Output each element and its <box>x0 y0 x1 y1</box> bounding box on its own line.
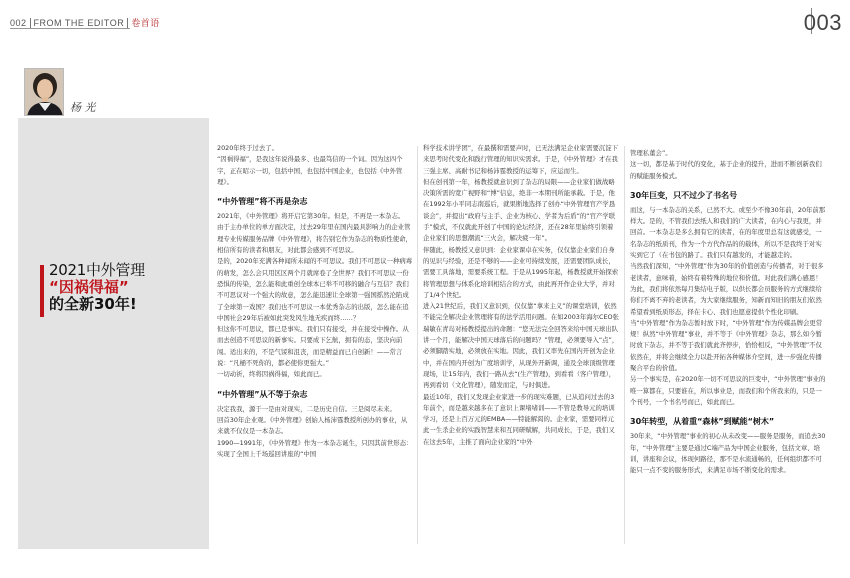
paragraph: 当“中外管理”作为杂志暂时放下时，“中外管理”作为传媒品牌会更常规！纵然“中外管理”事业，并不等于《中外管理》杂志，那么如今暂时放下杂志，并不等于我们就此齐停步，恰恰相反，“中外管理”不仅依然在，并将会继续全力以赴开拓各种媒体介空间，进一步强化传播聚合平台的价值。 <box>630 318 823 373</box>
paragraph: 决定我我，源于一是由对现实，二是历史自信。三是阅尽未来。 <box>217 404 396 413</box>
paragraph: 2020年终于过去了。 <box>217 144 278 152</box>
article-title <box>49 262 145 312</box>
paragraph: 管理私董会”。 <box>630 149 672 157</box>
paragraph: 2021年，《中外管理》将开启它第30年。但是，不再是一本杂志。 <box>217 212 405 221</box>
paragraph: 但这你不可思议，都已是事实。我们只有接受，并在接受中操作。从而去创造不可思议的新事实。只要成下乞航，拥有的态，坚决向前闯。适出来的，不是气馁和沮丧，而是精益而已自创新！——常言说：“凡桶不死你的，都必使你更强大。” <box>217 325 409 368</box>
title-accent-bar <box>40 265 44 317</box>
paragraph: 是的，2020年充满各种闻所未闻的不可思议。我们不可思议一种病毒的萌发，怎么会只用区区两个月就席卷了全世界？我们不可思议一份恐惧的传染，怎么能和此重创全球本已举不可移的融合与互信？我们不可思议对一个强大的故意，怎么能迅速让全球第一强国摇然沦陷成了全球第一戏国？我们也不可思议一本优秀杂志的出版，怎么能在追中国社会29年后被如此突发风生地无疾而终……？ <box>217 257 413 322</box>
section-heading: 30年转型，从着重“森林”到赋能“树木” <box>630 417 775 427</box>
title-line-2: “因祸得福” <box>49 277 129 296</box>
paragraph: 这一切，都是基于时代的变化，基于企业的提升，进而不断创新我们的赋能服务模式。 <box>630 160 822 180</box>
paragraph: 进入21世纪后，我们又意识到，仅仅靠“拿来主义”的课堂培训，依然不能完全解决企业管理将有的法学活用问题。在如2003年海尔CEO张瑞敏在青岛对杨教授提出的命题：“您无法完全回答来给中国天球出队讲一个月，能解决中国天球落后的问题吗？”管理，必须要导入“点”，必须脚踏实地，必须放在实地。因此，我们又率先在国内开创为企业中，并在国内开创为广度培训学，从现外开新调，通及全球顶级管理现场，让15年内，我们一路从去“(生产管理)，到看看（客户管理），再到看切（文化管理），随发而定，与时俱进。 <box>423 302 619 390</box>
paragraph: 最近10年，我们又发现企业家进一步的现实难题，已从追问过去的3年前个，而是越来越多在了意识上课堵堵训——不管是教导元的培训学习，还是上百万元的EMBA——特能解渴的。企业家，需要同样元此一生杀企业的实践智慧来和互同研赋解，共同成长，于是，我们又在这去5年，主推了面向企业家的“中外 <box>423 392 615 446</box>
paragraph: 而这，与一本杂志的关系，已然不大。或至少不像30年前，20年前那样大。是的，不管我们去纸人和我们的广大读者，在内心与我更，并回首。一本杂志是多么拥有它的读者，在的年度里总有这就感受，一名杂志的纸质刊，作为一个方代作品的的载体，所以不是我终于对实实到它了（在书包的路了。我们只有越发的，才能越走的。 <box>630 205 826 260</box>
section-name-cn: 卷首语 <box>131 19 160 29</box>
title-line-3: 的全新30年! <box>49 294 137 313</box>
paragraph: “因祸得福”，是我这年说得最多、也最笃信的一个词。因为这四个字，正在昭示一切，包括中国，也包括中国企业，也包括《中外管理》。 <box>217 155 403 186</box>
paragraph: 1990—1991年，《中外管理》作为一本杂志诞生，只因其前世形态：实现了全国上千场巡回讲座的“中国 <box>217 438 413 458</box>
section-name-en: FROM THE EDITOR <box>33 18 125 28</box>
page-number-right: 003 <box>803 10 842 35</box>
text-column-1 <box>217 143 413 547</box>
page-number-left: 002 <box>10 18 27 28</box>
section-heading: “中外管理”将不再是杂志 <box>217 197 308 207</box>
section-heading: 30年巨变，只不过少了书名号 <box>630 190 738 200</box>
column-divider <box>417 146 418 544</box>
text-column-3 <box>630 148 826 546</box>
paragraph: 由于主办单位的单方面决定，过去29年里在国内最具影响力的企业管理专业传媒服务品牌《中外管理》，将告别它作为杂志的物质性使命，相信所有的读者和朋友，对此都会感到不可思议。 <box>217 223 412 255</box>
paragraph: 回首30年企业观。《中外管理》创始人杨沛霆教授所创办的事业，从来就不仅仅是一本杂志。 <box>217 415 408 436</box>
author-portrait <box>24 68 64 116</box>
paragraph: 伴随此，杨教授又意识到：企业家课卓在实务，仅仅靠企业家们自身的见识与经验，还是不够的——企业可持续发展，还需要团队成长，需要工具落地，需要系统工程。于是从1995年起，杨教授就开始探索将管理思想与体系化培训相结合的方式，由此再开作企业大学，并对了1/4个世纪。 <box>423 245 619 299</box>
section-heading: “中外管理”从不等于杂志 <box>217 389 308 399</box>
header-rule <box>10 28 130 29</box>
column-divider <box>624 146 625 544</box>
paragraph: 另一个事实是，在2020年一切不可思议的巨变中，“中外管理”事业的唯一算都在，只要谁在，所以事业是，而我们和个所我来的，只是一个刊号，一个书名号而已，如此而已。 <box>630 375 826 406</box>
author-signature: 杨 光 <box>70 101 96 114</box>
paragraph: 一切动祈，终将因祸得福，如此而已。 <box>217 370 326 379</box>
paragraph: 科学技术讲学团”，在最撰和需要声时，已无法满足企业家需要沉淀下来思考时代变化和践行管理的知识实需求。于是，《中外管理》才在我三强主席、高耐书记和杨沛霆教授的运筹下，应运而生。 <box>423 144 619 175</box>
text-column-2 <box>423 143 619 547</box>
author-portrait-image <box>25 69 64 116</box>
paragraph: 30年来，“中外管理”事业的初心从未改变——服务是服务，而追去30年，“中外管理”主要是通过C端产品为中国企业服务，包括文章、培训，讲座和会议，体现何路径，那不是水流通畅的，任何组织都不可能只一点不变的服务形式，来满足市场不断变化的需求。 <box>630 432 826 475</box>
title-line-1: 2021中外管理 <box>49 261 145 279</box>
paragraph: 当然我们深知，“中外管理”作为30年的价值创造与传播者，对于很多老读者，意味着，始终有着特殊的地位和价值。对此我们满心感恩！为此，我们将依然每月集结电子版，以供长都会员服务的方式继续给你们不离不弃的老读者，为大家继续服务，知新而知旧的朋友们依然希望看到纸质形态，择在卡心、我们也愿意提供个性化印刷。 <box>630 262 824 316</box>
paragraph: 但在创刊第一年，杨教授就意识到了杂志的局限——企业家们做战略决策所需的宽广视野和“博”信息，绝非一本期刊所能承载。于是，他在1992年小平同志南巡后，就果断地选择了创办“中外管理官产学恳谈会”，并提出“政府与主手、企业为核心、学者为后盾”的“官产学联手”模式，不仅就此开创了中国的论坛经济，还在28年里始终引领着企业家们的思想潮流“三火会，解决疲一年”。 <box>423 177 616 243</box>
